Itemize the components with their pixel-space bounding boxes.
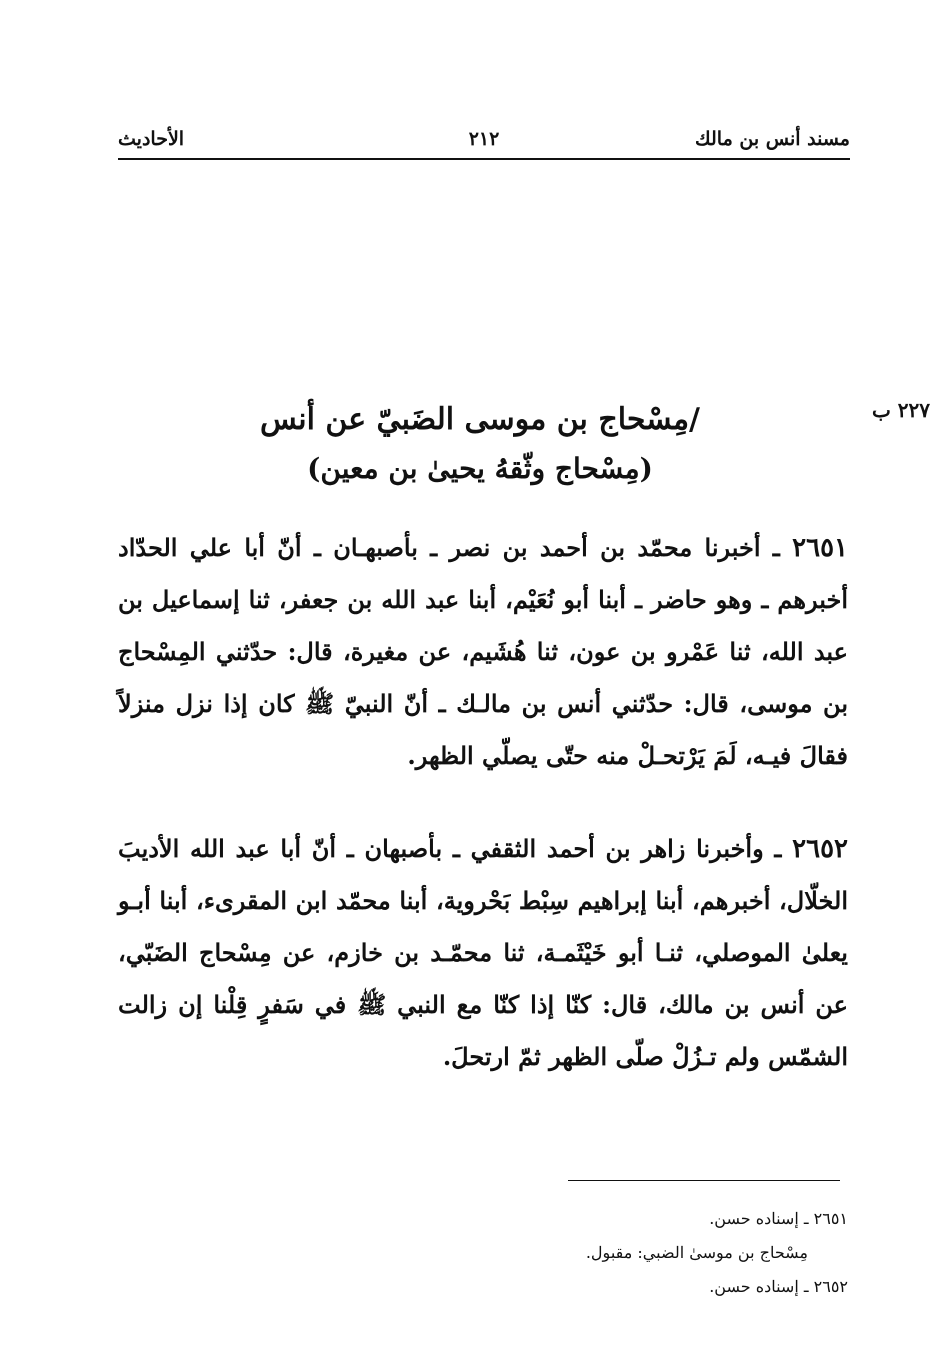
hadith-text: ـ أخبرنا محمّد بن أحمد بن نصر ـ بأصبهـان ـ أنّ أبا علي الحدّاد أخبرهم ـ وهو حاضر ـ أبنا أبو نُعَيْم، أبنا عبد الله بن جعفر، ثنا إسماعيل بن عبد الله، ثنا عَمْرو بن عون، ثنا هُشَيم، عن مغيرة، قال: حدّثني المِسْحاج بن موسى، قال: حدّثني أنس بن مالـك ـ أنّ النبيّ ﷺ كان إذا نزل منزلاً فقالَ فيـه، لَمَ يَرْتحـلْ منه حتّى يصلّي الظهر. (118, 533, 849, 770)
footnotes (300, 1202, 848, 1304)
hadith-paragraph (118, 522, 848, 782)
section-title: الأحاديث (118, 128, 185, 150)
hadith-paragraph (118, 823, 848, 1083)
footnote-divider (568, 1180, 840, 1181)
hadith-text: ـ وأخبرنا زاهر بن أحمد الثقفي ـ بأصبهان ـ أنّ أبا عبد الله الأديبَ الخلّال، أخبرهم، أبنا إبراهيم سِبْط بَحْروية، أبنا محمّد ابن المقرىء، أبنا أبـو يعلىٰ الموصلي، ثنـا أبو خَيْثَمـة، ثنا محمّـد بن خازم، عن مِسْحاج الضَبّي، عن أنس بن مالك، قال: كنّا إذا كنّا مع النبي ﷺ في سَفرٍ قِلْنا إن زالت الشمّس ولم تـزُلْ صلّى الظهر ثمّ ارتحلَ. (118, 834, 848, 1071)
footnote: ٢٦٥١ ـ إسناده حسن. (709, 1209, 848, 1228)
hadith-number: ٢٦٥٢ (792, 834, 849, 864)
book-title: مسند أنس بن مالك (695, 128, 850, 150)
chapter-subtitle: (مِسْحاج وثّقهُ يحيىٰ بن معين) (307, 452, 653, 485)
running-header (118, 124, 850, 158)
footnote: مِسْحاج بن موسىٰ الضبي: مقبول. (585, 1243, 808, 1262)
hadith-number: ٢٦٥١ (792, 533, 848, 563)
chapter-title: /مِسْحاج بن موسى الضَبيّ عن أنس (260, 402, 700, 437)
margin-folio-note: ٢٢٧ ب (871, 398, 930, 422)
header-divider (118, 158, 850, 160)
footnote: ٢٦٥٢ ـ إسناده حسن. (709, 1277, 848, 1296)
page-number: ٢١٢ (468, 128, 500, 150)
